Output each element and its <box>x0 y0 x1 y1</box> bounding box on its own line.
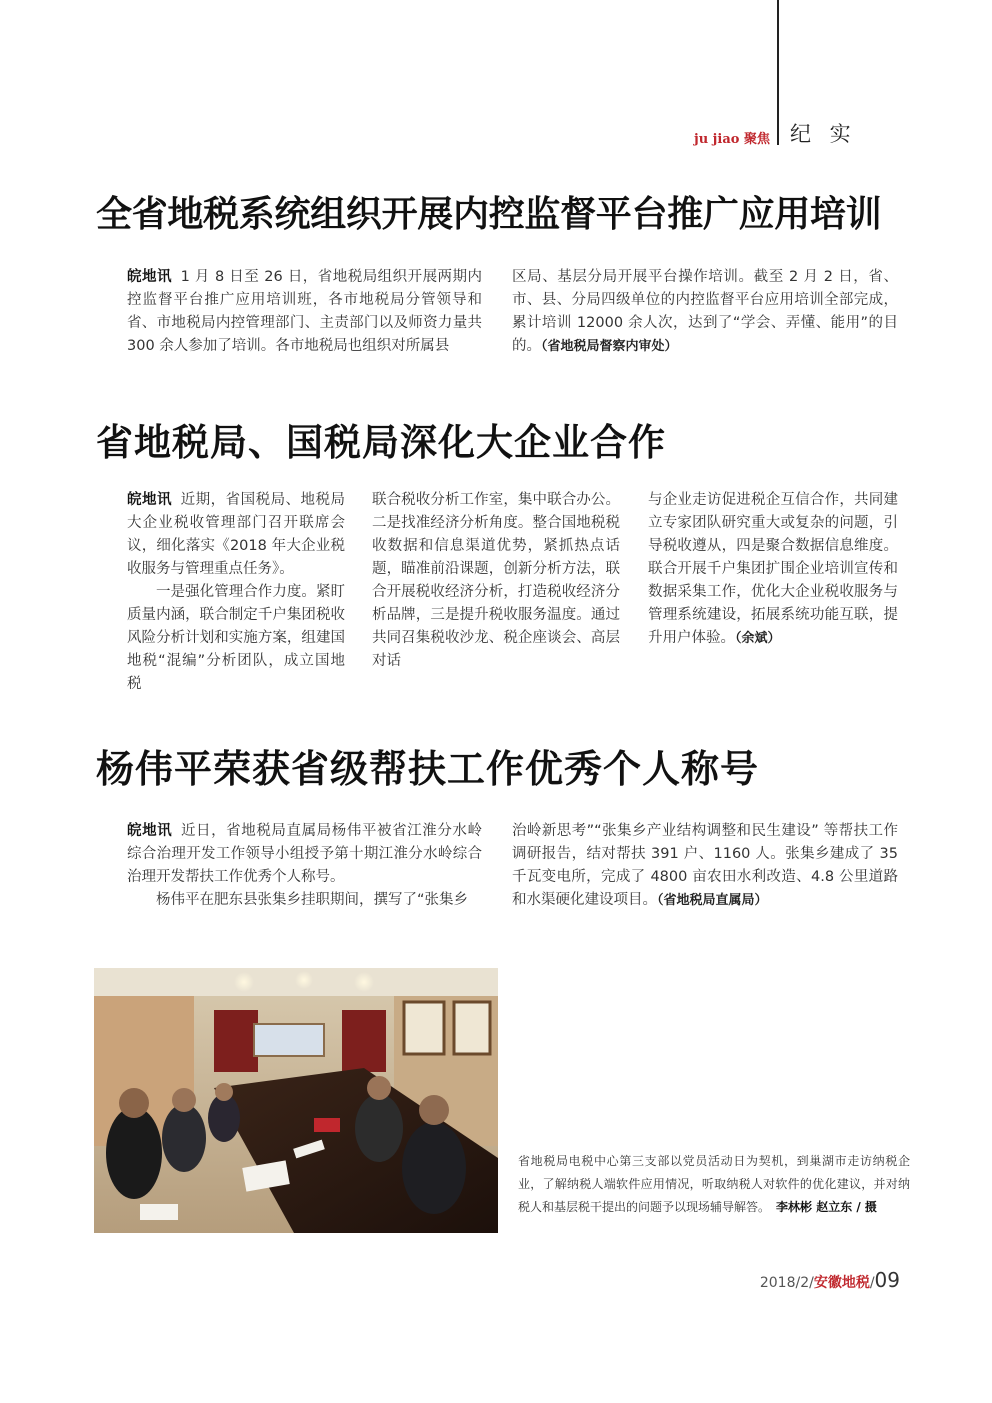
article-3-col-1: 皖地讯 近日，省地税局直属局杨伟平被省江淮分水岭综合治理开发工作领导小组授予第十期江淮分水岭综合治理开发帮扶工作优秀个人称号。 杨伟平在肥东县张集乡挂职期间，撰写了“张集乡 <box>127 823 483 908</box>
article-1-col-2: 区局、基层分局开展平台操作培训。截至 2 月 2 日，省、市、县、分局四级单位的内控监督平台应用培训全部完成，累计培训 12000 余人次，达到了“学会、弄懂、能用”的目的。（省地税局督察内审处） <box>512 269 898 354</box>
article-2-col-1: 皖地讯 近期，省国税局、地税局大企业税收管理部门召开联席会议，细化落实《2018 年大企业税收服务与管理重点任务》。 一是强化管理合作力度。紧盯质量内涵，联合制定千户集团税收风险分析计划和实施方案，组建国地税“混编”分析团队，成立国地税 <box>127 492 346 692</box>
photo-credit: 李林彬 赵立东 / 摄 <box>776 1200 877 1214</box>
article-3-title: 杨伟平荣获省级帮扶工作优秀个人称号 <box>96 747 760 791</box>
article-1-col-1: 皖地讯 1 月 8 日至 26 日，省地税局组织开展两期内控监督平台推广应用培训班，各市地税局分管领导和省、市地税局内控管理部门、主责部门以及师资力量共 300 余人参加了培训。各市地税局也组织对所属县 <box>127 269 482 354</box>
page-footer: 2018/2/安徽地税/09 <box>759 1268 900 1292</box>
article-3-source: （省地税局直属局） <box>657 893 768 908</box>
article-2-col-2: 联合税收分析工作室，集中联合办公。二是找准经济分析角度。整合国地税税收数据和信息渠道优势，紧抓热点话题，瞄准前沿课题，创新分析方法，联合开展税收经济分析，打造税收经济分析品牌，三是提升税收服务温度。通过共同召集税收沙龙、税企座谈会、高层对话 <box>372 492 620 669</box>
article-1-source: （省地税局督察内审处） <box>541 339 678 354</box>
article-3-lead: 皖地讯 <box>127 823 173 839</box>
article-2-lead: 皖地讯 <box>127 492 172 508</box>
article-1-title: 全省地税系统组织开展内控监督平台推广应用培训 <box>96 194 882 235</box>
photo-caption: 省地税局电税中心第三支部以党员活动日为契机，到巢湖市走访纳税企业，了解纳税人端软件应用情况，听取纳税人对软件的优化建议，并对纳税人和基层税干提出的问题予以现场辅导解答。 李林彬 赵立东 / 摄 <box>518 1154 910 1214</box>
article-2-title: 省地税局、国税局深化大企业合作 <box>96 421 666 464</box>
magazine-name: 安徽地税 <box>813 1275 870 1291</box>
section-label: ju jiao 聚焦 <box>694 132 770 147</box>
header-divider <box>777 0 779 145</box>
article-1-lead: 皖地讯 <box>127 269 172 285</box>
column-name: 纪 实 <box>790 122 857 146</box>
article-2-source: （余斌） <box>735 631 781 646</box>
meeting-photo <box>94 968 498 1233</box>
article-2-col-3: 与企业走访促进税企互信合作，共同建立专家团队研究重大或复杂的问题，引导税收遵从，四是聚合数据信息维度。联合开展千户集团扩围企业培训宣传和数据采集工作，优化大企业税收服务与管理系统建设，拓展系统功能互联，提升用户体验。（余斌） <box>648 492 898 646</box>
article-3-col-2: 治岭新思考”“张集乡产业结构调整和民生建设” 等帮扶工作调研报告，结对帮扶 391 户、1160 人。张集乡建成了 35 千瓦变电所，完成了 4800 亩农田水利改造、4.8 公里道路和水渠硬化建设项目。（省地税局直属局） <box>512 823 898 908</box>
page-number: 09 <box>874 1268 900 1292</box>
